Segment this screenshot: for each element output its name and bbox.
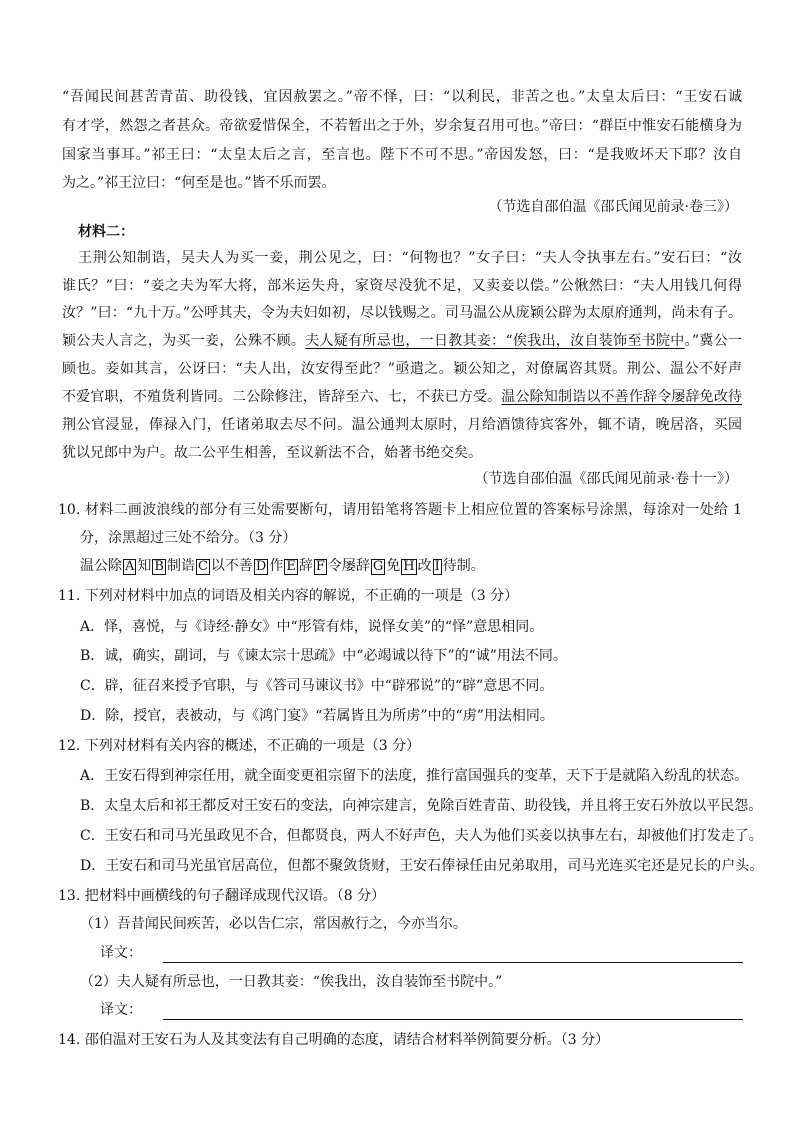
option-a: A．怿，喜悦，与《诗经·静女》中“彤管有炜，说怿女美”的“怿”意思相同。 bbox=[80, 619, 544, 635]
passage-line bbox=[62, 331, 742, 351]
translation-sentence-1: （1）吾昔闻民间疾苦，必以告仁宗，常因赦行之，今亦当尔。 bbox=[80, 916, 467, 932]
source-citation: （节选自邵伯温《邵氏闻见前录·卷三》） bbox=[488, 199, 738, 215]
option-box-c: C bbox=[197, 559, 208, 574]
text-segment: 以不善 bbox=[210, 558, 253, 574]
passage-line bbox=[62, 303, 742, 323]
passage-line bbox=[62, 415, 742, 435]
option-d: D．王安石和司马光虽官居高位，但都不聚敛货财，王安石俸禄任由兄弟取用，司马光连买宅还是兄长的户头。 bbox=[80, 858, 764, 874]
text-segment: 免 bbox=[386, 558, 401, 574]
text-segment: 国家当事耳。”祁王曰：“太皇太后之言，至言也。陛下不可不思。”帝因发怒，曰：“是我败坏天下耶？汝自 bbox=[62, 147, 742, 163]
option-a: A．王安石得到神宗任用，就全面变更祖宗留下的法度，推行富国强兵的变革，天下于是就陷入纷乱的状态。 bbox=[80, 768, 749, 784]
translation-label: 译文： bbox=[100, 945, 142, 961]
text-segment: “吾闻民间甚苦青苗、助役钱，宜因赦罢之。”帝不 bbox=[62, 89, 384, 105]
passage-line bbox=[62, 116, 742, 136]
text-segment: 汝？”曰：“九十万。”公呼其夫，令为夫妇如初，尽以钱赐之。司马温公从庞颖公 bbox=[62, 305, 559, 321]
passage-line bbox=[78, 248, 742, 268]
text-segment: 王荆公知制诰，吴夫人为买一妾，荆公见之，曰：“何物也？”女子曰：“夫人令执事左右。”安石曰：“汝 bbox=[78, 250, 742, 266]
emphasized-word: 怿 bbox=[383, 89, 399, 105]
option-box-d: D bbox=[255, 559, 267, 574]
text-segment: 令屡辞 bbox=[327, 558, 370, 574]
text-segment: 知 bbox=[137, 558, 152, 574]
passage-line bbox=[62, 443, 742, 463]
text-segment: 待制。 bbox=[442, 558, 485, 574]
punctuation-options bbox=[80, 556, 742, 576]
question-stem: 12. 下列对材料有关内容的概述，不正确的一项是（3 分） bbox=[58, 738, 421, 754]
text-segment: 荆公官浸显，俸禄入门，任诸弟取去尽不问。温公通判太原时，月给酒馈待宾客外，辄不请，晚居洛，买园 bbox=[62, 417, 742, 433]
answer-line-2[interactable] bbox=[163, 1019, 743, 1020]
text-segment: 颖公夫人言之，为买一妾，公殊不顾。 bbox=[62, 333, 306, 349]
option-b: B．诚，确实，副词，与《谏太宗十思疏》中“必竭诚以待下”的“诚”用法不同。 bbox=[80, 648, 567, 664]
passage-line bbox=[62, 276, 742, 296]
text-segment: ，曰：“以利民，非苦之也。”太皇太后曰：“王安石 bbox=[398, 89, 728, 105]
option-box-a: A bbox=[125, 559, 135, 574]
underlined-sentence: 夫人疑有所忌也，一日教其妾：“俟我出，汝自装饰至书院中 bbox=[305, 333, 685, 349]
option-b: B．太皇太后和祁王都反对王安石的变法，向神宗建言，免除百姓青苗、助役钱，并且将王安石外放以平民怨。 bbox=[80, 798, 763, 814]
text-segment: 顾也。妾如其言，公讶曰：“夫人出，汝安得至此？”亟遣之。颖公知之，对僚属咨其贤。荆公、温公不好声 bbox=[62, 361, 742, 377]
option-box-i: I bbox=[434, 559, 440, 574]
text-segment: 谁氏？”曰：“妾之夫为军大将，部米运失舟，家资尽没犹不足，又卖妾以偿。”公愀然曰：“夫人用钱几何得 bbox=[62, 278, 742, 294]
passage-line bbox=[62, 359, 742, 379]
question-stem: 11. 下列对材料中加点的词语及相关内容的解说，不正确的一项是（3 分） bbox=[58, 588, 519, 604]
source-citation: （节选自邵伯温《邵氏闻见前录·卷十一》） bbox=[474, 471, 738, 487]
emphasized-word: 诚 bbox=[728, 89, 742, 105]
text-segment: 犹以兄郎中为户。故二公平生相善，至议新法不合，始著书绝交矣。 bbox=[62, 445, 482, 461]
text-segment: 制诰 bbox=[166, 558, 195, 574]
passage-line bbox=[62, 87, 742, 107]
question-stem: 10. 材料二画波浪线的部分有三处需要断句，请用铅笔将答题卡上相应位置的答案标号涂黑，每涂对一处给 1 bbox=[58, 502, 742, 518]
translation-sentence-2: （2）夫人疑有所忌也，一日教其妾：“俟我出，汝自装饰至书院中。” bbox=[80, 974, 503, 990]
option-box-g: G bbox=[372, 559, 384, 574]
section-heading: 材料二： bbox=[78, 224, 134, 240]
question-stem: 14. 邵伯温对王安石为人及其变法有自己明确的态度，请结合材料举例简要分析。（3 分） bbox=[58, 1032, 610, 1048]
option-box-e: E bbox=[286, 559, 296, 574]
option-c: C．辟，征召来授予官职，与《答司马谏议书》中“辟邪说”的“辟”意思不同。 bbox=[80, 678, 554, 694]
text-segment: 改 bbox=[417, 558, 432, 574]
answer-line-1[interactable] bbox=[163, 962, 743, 963]
text-segment: 修注，皆辞至六、七，不获已方受。 bbox=[274, 389, 502, 405]
emphasized-word: 除 bbox=[260, 389, 275, 405]
text-segment: 温公除 bbox=[80, 558, 122, 574]
text-segment: 作 bbox=[269, 558, 284, 574]
translation-label: 译文： bbox=[100, 1002, 142, 1018]
option-box-h: H bbox=[403, 559, 415, 574]
option-d: D．除，授官，表被动，与《鸿门宴》“若属皆且为所虏”中的“虏”用法相同。 bbox=[80, 708, 554, 724]
text-segment: 辞 bbox=[298, 558, 313, 574]
option-box-b: B bbox=[154, 559, 164, 574]
text-segment: 为之。”祁王泣曰：“何至是也。”皆不乐而罢。 bbox=[62, 175, 336, 191]
question-stem-continued: 分，涂黑超过三处不给分。（3 分） bbox=[80, 530, 297, 546]
passage-line bbox=[62, 387, 742, 407]
underlined-sentence: 温公除知制诰以不善作辞令屡辞免改待 bbox=[501, 389, 742, 405]
option-box-f: F bbox=[315, 559, 325, 574]
passage-line bbox=[62, 145, 742, 165]
text-segment: 为太原府通判，尚未有子。 bbox=[572, 305, 742, 321]
passage-line bbox=[62, 173, 742, 193]
question-stem: 13. 把材料中画横线的句子翻译成现代汉语。（8 分） bbox=[58, 888, 386, 904]
text-segment: 有才学，然怨之者甚众。帝欲爱惜保全，不若暂出之于外，岁余复召用可也。”帝曰：“群臣中惟安石能横身为 bbox=[62, 118, 742, 134]
option-c: C．王安石和司马光虽政见不合，但都贤良，两人不好声色，夫人为他们买妾以执事左右，却被他们打发走了。 bbox=[80, 828, 763, 844]
emphasized-word: 辟 bbox=[558, 305, 573, 321]
text-segment: 不爱官职，不殖货利皆同。二公 bbox=[62, 389, 261, 405]
text-segment: 。”冀公一 bbox=[684, 333, 742, 349]
